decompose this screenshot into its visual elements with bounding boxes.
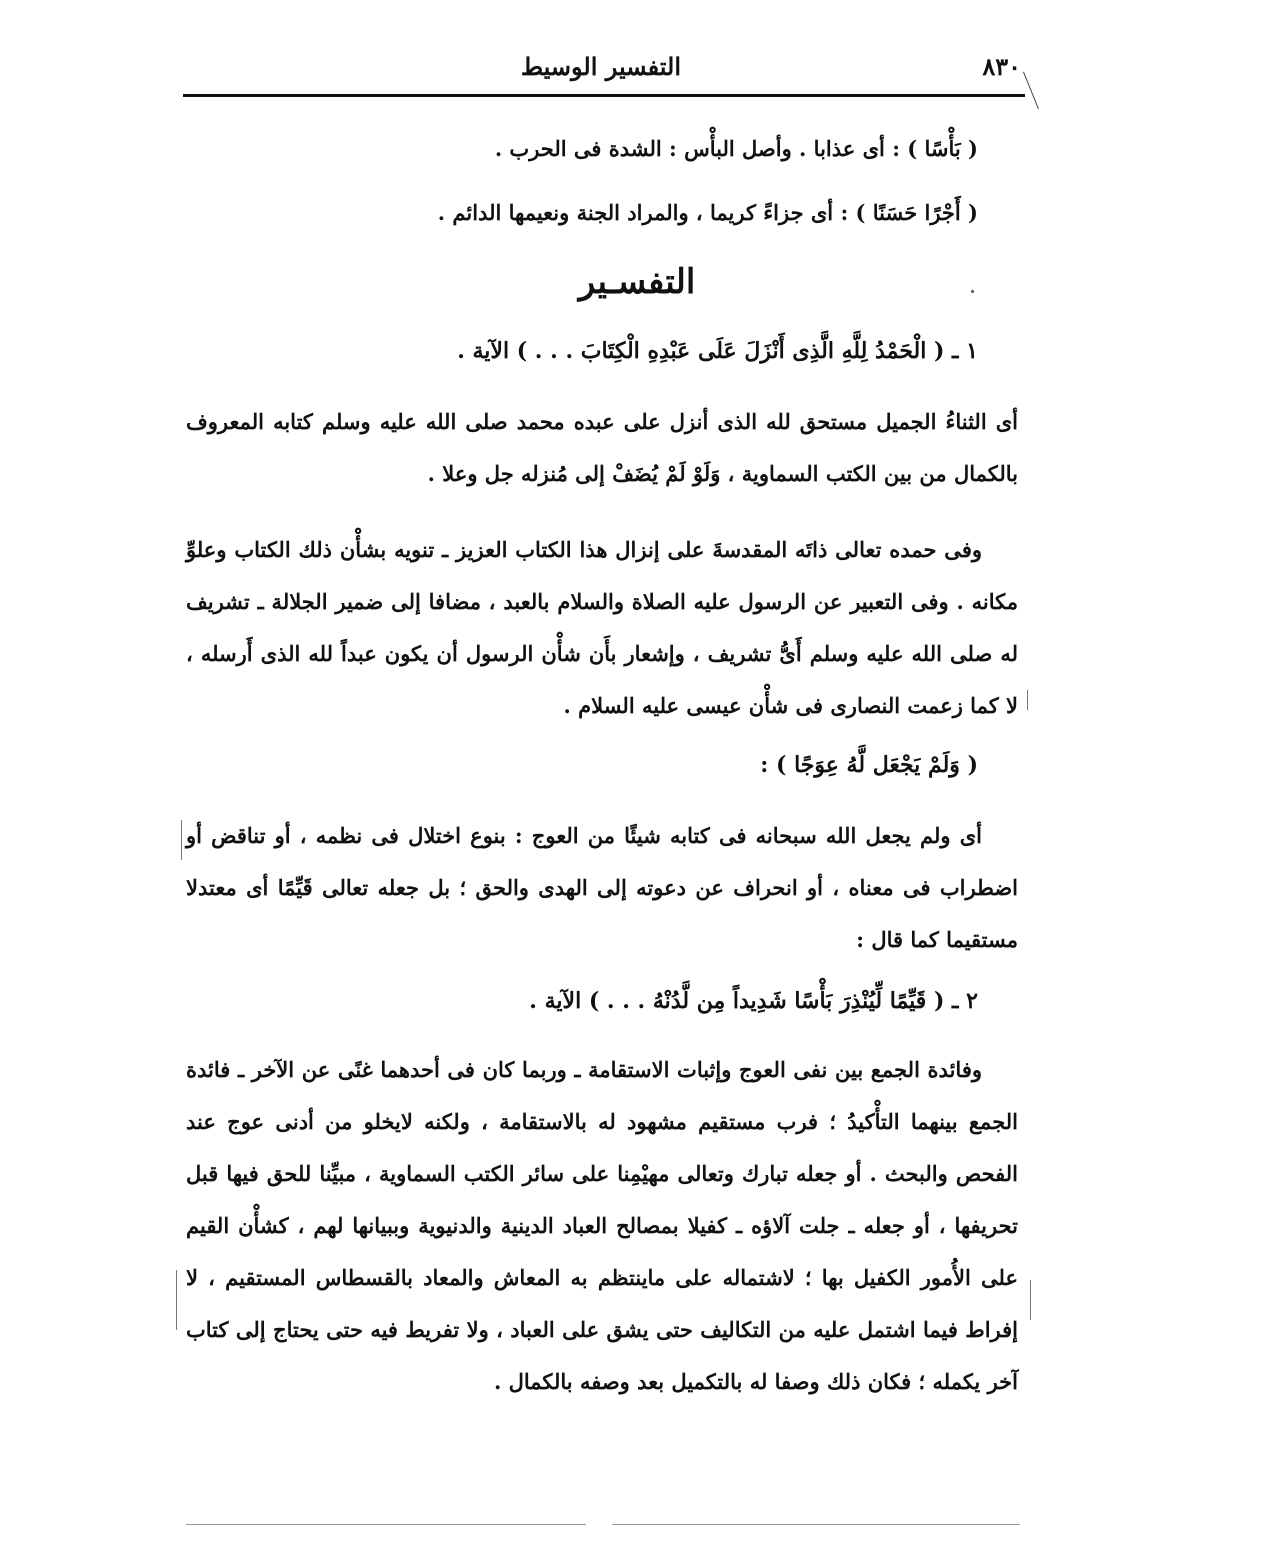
header-rule-tick <box>1023 68 1048 109</box>
verse-1: ١ ـ ( الْحَمْدُ لِلَّهِ الَّذِى أَنْزَلَ عَلَى عَبْدِهِ الْكِتَابَ . . . ) الآية . <box>457 338 978 364</box>
paragraph-1: أى الثناءُ الجميل مستحق لله الذى أنزل على عبده محمد صلى الله عليه وسلم كتابه المعروف بالكمال من بين الكتب السماوية ، وَلَوْ لَمْ يُضَفْ إلى مُنزله جل وعلا . <box>186 409 1018 486</box>
page-header <box>183 52 1021 92</box>
section-heading: التفسـير <box>578 262 696 302</box>
verse-inline: ( وَلَمْ يَجْعَل لَّهُ عِوَجًا ) : <box>760 752 978 778</box>
margin-mark <box>181 820 182 860</box>
paragraph-3: أى ولم يجعل الله سبحانه فى كتابه شيئًا من العوج : بنوع اختلال فى نظمه ، أو تناقض أو اضطراب فى معناه ، أو انحراف عن دعوته إلى الهدى والحق ؛ بل جعله تعالى قَيِّمًا أى معتدلا مستقيما كما قال : <box>186 823 1018 952</box>
running-title: التفسير الوسيط <box>520 52 681 81</box>
gloss-ba-san: ( بَأْسًا ) : أى عذابا . وأصل البأْس : الشدة فى الحرب . <box>494 136 978 161</box>
paragraph-4: وفائدة الجمع بين نفى العوج وإثبات الاستقامة ـ وربما كان فى أحدهما غنًى عن الآخر ـ فائدة الجمع بينهما التأْكيدُ ؛ فرب مستقيم مشهود له بالاستقامة ، ولكنه لايخلو من أدنى عوج عند الفحص والبحث . أو جعله تبارك وتعالى مهيْمِنا على سائر الكتب السماوية ، مبيِّنا للحق فيها قبل تحريفها ، أو جعله ـ جلت آلاؤه ـ كفيلا بمصالح العباد الدينية والدنيوية وببيانها لهم ، كشأْن القيم على الأُمور الكفيل بها ؛ لاشتماله على ماينتظم به المعاش والمعاد بالقسطاس المستقيم ، لا إفراط فيما اشتمل عليه من التكاليف حتى يشق على العباد ، ولا تفريط فيه حتى يحتاج إلى كتاب آخر يكمله ؛ فكان ذلك وصفا له بالتكميل بعد وصفه بالكمال . <box>186 1057 1018 1394</box>
verse-2: ٢ ـ ( قَيِّمًا لِّيُنْذِرَ بَأْسًا شَدِيداً مِن لَّدُنْهُ . . . ) الآية . <box>529 988 978 1014</box>
margin-mark <box>1030 1280 1031 1320</box>
page-number: ٨٣٠ <box>982 52 1021 81</box>
paragraph-2: وفى حمده تعالى ذاتَه المقدسةَ على إنزال هذا الكتاب العزيز ـ تنويه بشأْن ذلك الكتاب وعلوِّ مكانه . وفى التعبير عن الرسول عليه الصلاة والسلام بالعبد ، مضافا إلى ضمير الجلالة ـ تشريف له صلى الله عليه وسلم أَىُّ تشريف ، وإشعار بأَن شأْن الرسول أن يكون عبداً لله الذى أَرسله ، لا كما زعمت النصارى فى شأْن عيسى عليه السلام . <box>186 537 1018 718</box>
gloss-ajran-hasanan: ( أَجْرًا حَسَنًا ) : أى جزاءً كريما ، والمراد الجنة ونعيمها الدائم . <box>437 200 978 225</box>
scan-dot <box>971 290 974 293</box>
header-rule <box>183 94 1025 97</box>
margin-mark <box>1027 690 1028 710</box>
footer-rule-right <box>612 1524 1020 1525</box>
footer-rule-left <box>186 1524 586 1525</box>
margin-mark <box>176 1270 177 1330</box>
